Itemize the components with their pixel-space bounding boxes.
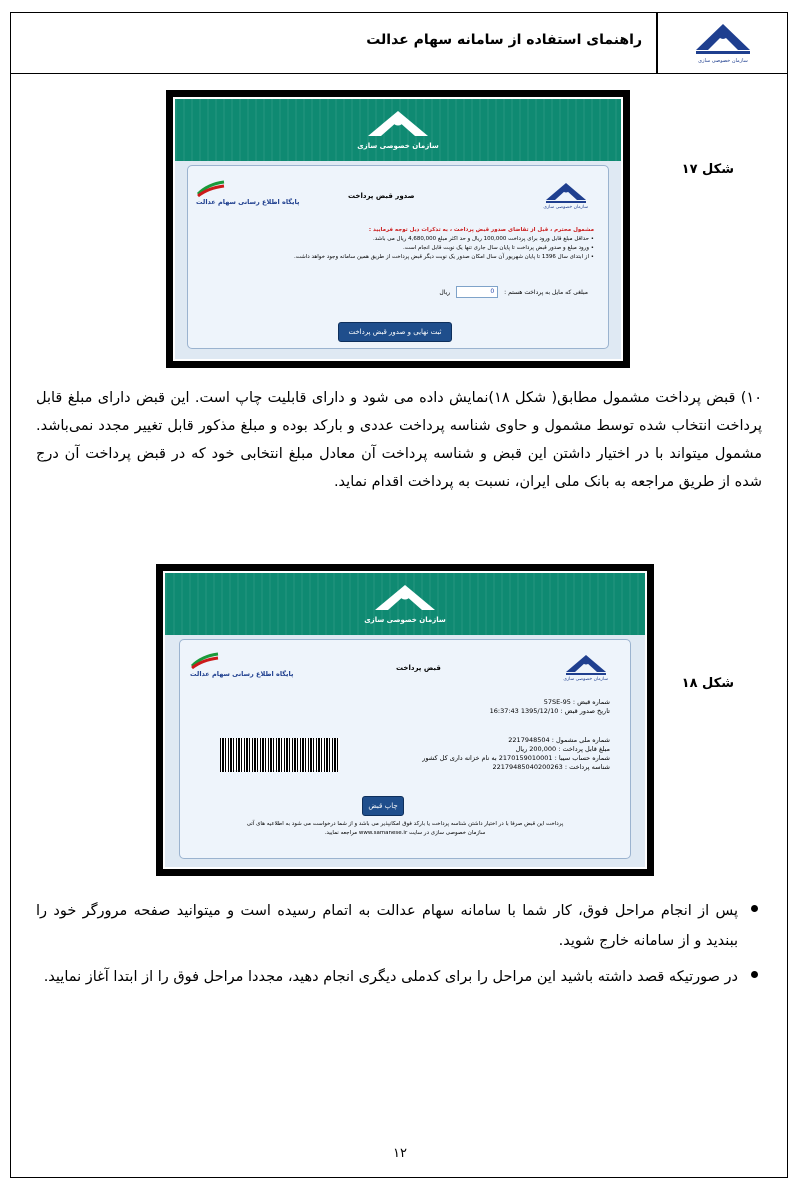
flag-icon xyxy=(190,652,220,670)
bullet-dot-icon xyxy=(751,971,758,978)
bullet-item xyxy=(36,896,762,956)
figure-18-caption: شکل ۱۸ xyxy=(681,676,734,691)
org-logo-cell xyxy=(656,12,788,74)
national-id: شماره ملی مشمول : 2217948504 xyxy=(508,736,610,744)
receipt-details xyxy=(370,736,610,772)
site-logo xyxy=(190,652,293,678)
form-title: صدور قبض پرداخت xyxy=(348,192,415,200)
site-name: پایگاه اطلاع رسانی سهام عدالت xyxy=(196,198,300,206)
receipt-title: قبض پرداخت xyxy=(396,664,441,672)
bullet-text: در صورتیکه قصد داشته باشید این مراحل را برای کدملی دیگری انجام دهید، مجددا مراحل فوق را از ابتدا آغاز نمایید. xyxy=(43,969,738,985)
receipt-number: شماره قبض : 57SE-95 xyxy=(543,698,610,706)
amount-input[interactable]: 0 xyxy=(456,286,498,298)
amount-row xyxy=(439,286,588,298)
print-receipt-button[interactable]: چاپ قبض xyxy=(362,796,404,816)
note-item: • حداقل مبلغ قابل ورود برای پرداخت 100,000 ریال و حد اکثر مبلغ 4,680,000 ریال می باشد. xyxy=(204,235,594,244)
panel-org-label: سازمان خصوصی سازی xyxy=(563,677,608,682)
account-number: شماره حساب سیبا : 2170159010001 به نام خزانه داری کل کشور xyxy=(422,754,610,762)
site-name: پایگاه اطلاع رسانی سهام عدالت xyxy=(190,670,294,678)
footer-line: سازمان خصوصی سازی در سایت www.samanese.ir مراجعه نمایید. xyxy=(324,830,486,836)
org-logo-icon xyxy=(544,182,588,204)
receipt-panel xyxy=(179,639,631,859)
bullet-item xyxy=(36,962,762,992)
banner-org-name: سازمان خصوصی سازی xyxy=(364,616,446,624)
note-item: • از ابتدای سال 1396 تا پایان شهریور آن سال امکان صدور یک نوبت دیگر قبض پرداخت از طریق همین سامانه وجود خواهد داشت. xyxy=(204,253,594,262)
submit-payment-button[interactable]: ثبت نهایی و صدور قبض پرداخت xyxy=(338,322,452,342)
payment-form-panel xyxy=(187,165,609,349)
site-logo xyxy=(196,180,299,206)
receipt-footer-note xyxy=(190,820,620,838)
flag-icon xyxy=(196,180,226,198)
banner-logo-icon xyxy=(372,584,438,614)
bullet-text: پس از انجام مراحل فوق، کار شما با سامانه سهام عدالت به اتمام رسیده است و میتوانید صفحه مرورگر خود را ببندید و از سامانه خارج شوید. xyxy=(36,903,738,949)
figure-17-screenshot xyxy=(166,90,630,368)
figure-18-screenshot xyxy=(156,564,654,876)
banner-org-name: سازمان خصوصی سازی xyxy=(357,142,439,150)
panel-org-label: سازمان خصوصی سازی xyxy=(543,205,588,210)
panel-org-logo xyxy=(563,654,608,682)
payable-amount: مبلغ قابل پرداخت : 200,000 ریال xyxy=(515,745,610,753)
document-title: راهنمای استفاده از سامانه سهام عدالت xyxy=(366,32,642,48)
site-banner xyxy=(175,99,621,161)
receipt-header-info xyxy=(410,698,610,716)
site-banner xyxy=(165,573,645,635)
banner-logo-icon xyxy=(365,110,431,140)
figure-17-caption: شکل ۱۷ xyxy=(681,162,734,177)
org-logo-icon xyxy=(694,22,752,56)
notes-intro: مشمول محترم ، قبل از تقاضای صدور قبض پرداخت ، به تذکرات ذیل توجه فرمایید : xyxy=(368,227,594,233)
receipt-date: تاریخ صدور قبض : 1395/12/10 16:37:43 xyxy=(489,707,610,715)
notes-block xyxy=(204,226,594,262)
paragraph-10: ۱۰) قبض پرداخت مشمول مطابق( شکل ۱۸)نمایش داده می شود و دارای قابلیت چاپ است. این قبض دارای مبلغ قابل پرداخت انتخاب شده توسط مشمول و حاوی شناسه پرداخت عددی و بارکد بوده و مبلغ مذکور قابل تغییر مجدد نمی‌باشد. مشمول میتواند با در اختیار داشتن این قبض و شناسه پرداخت آن معادل مبلغ انتخابی خود که در قبض پرداخت آن درج شده از طریق مراجعه به بانک ملی ایران، نسبت به پرداخت اقدام نماید. xyxy=(36,390,762,490)
bullet-dot-icon xyxy=(751,905,758,912)
page-header xyxy=(10,12,788,74)
note-item: • ورود مبلغ و صدور قبض پرداخت تا پایان سال جاری تنها یک نوبت قابل انجام است. xyxy=(204,244,594,253)
page-number: ۱۲ xyxy=(393,1146,407,1161)
panel-org-logo xyxy=(543,182,588,210)
footer-line: پرداخت این قبض صرفا با در اختیار داشتن شناسه پرداخت یا بارکد فوق امکانپذیر می باشد و از شما درخواست می شود به اطلاعیه های آتی xyxy=(246,821,564,827)
payment-barcode xyxy=(220,738,340,772)
org-logo-label: سازمان خصوصی سازی xyxy=(698,58,748,64)
org-logo-icon xyxy=(564,654,608,676)
amount-label: مبلغی که مایل به پرداخت هستم : xyxy=(504,288,588,296)
payment-id: شناسه پرداخت : 22179485040200263 xyxy=(492,763,610,771)
amount-unit: ریال xyxy=(439,288,451,296)
